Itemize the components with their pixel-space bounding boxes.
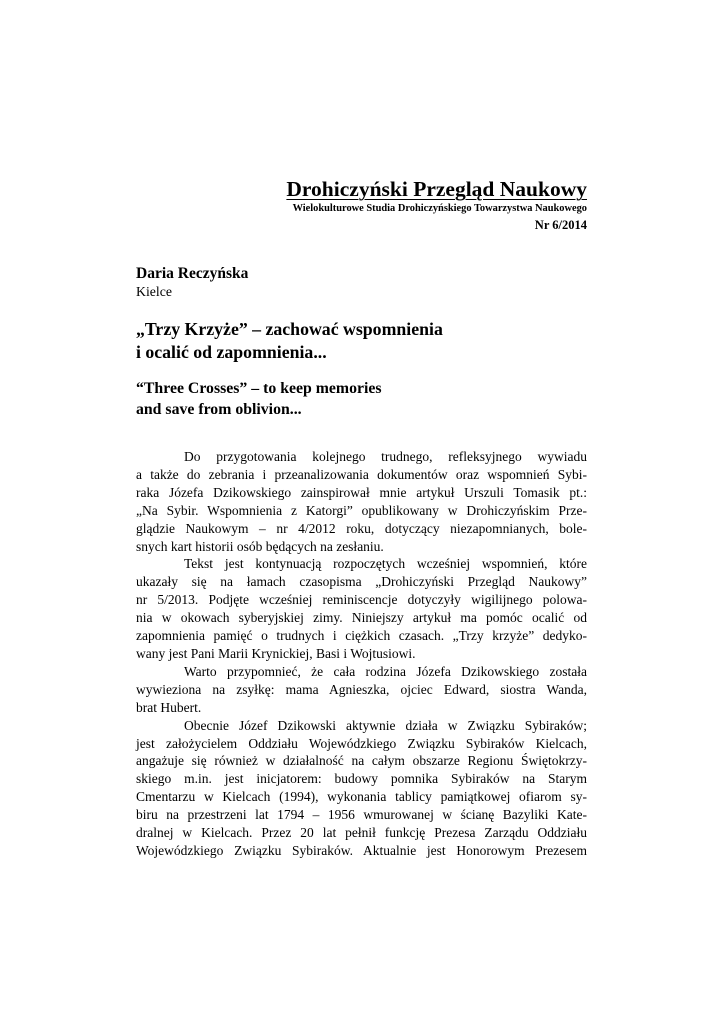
body-line: „Na Sybir. Wspomnienia z Katorgi” opublikowany w Drohiczyńskim Prze- (136, 502, 587, 518)
body-line: brat Hubert. (136, 699, 202, 715)
body-line: angażuje się również w działalność na całym obszarze Regionu Świętokrzy- (136, 753, 587, 769)
journal-title: Drohiczyński Przegląd Naukowy (286, 177, 587, 201)
article-body (136, 448, 587, 860)
body-line: jest założycielem Oddziału Wojewódzkiego Związku Sybiraków Kielcach, (136, 735, 587, 751)
body-line: dralnej w Kielcach. Przez 20 lat pełnił funkcję Prezesa Zarządu Oddziału (136, 825, 587, 841)
body-paragraph (136, 663, 587, 717)
article-title-polish-line: i ocalić od zapomnienia... (136, 342, 327, 362)
body-line: nr 5/2013. Podjęte wcześniej reminiscencje dotyczyły wigilijnego polowa- (136, 592, 587, 608)
article-title-english-line: and save from oblivion... (136, 401, 302, 418)
article-title-english-line: “Three Crosses” – to keep memories (136, 380, 382, 397)
article-title-english (136, 378, 382, 420)
author-name: Daria Reczyńska (136, 265, 249, 282)
body-line: wywieziona na zsyłkę: mama Agnieszka, ojciec Edward, siostra Wanda, (136, 681, 587, 697)
body-line: Obecnie Józef Dzikowski aktywnie działa w Związku Sybiraków; (184, 717, 587, 733)
body-line: nia w okowach syberyjskiej zimy. Niniejszy artykuł ma pomóc ocalić od (136, 610, 587, 626)
body-line: Wojewódzkiego Związku Sybiraków. Aktualnie jest Honorowym Prezesem (136, 842, 587, 858)
body-line: glądzie Naukowym – nr 4/2012 roku, dotyczący niezapomnianych, bole- (136, 520, 587, 536)
body-line: Tekst jest kontynuacją rozpoczętych wcześniej wspomnień, które (184, 556, 587, 572)
article-title-polish (136, 318, 443, 364)
journal-issue: Nr 6/2014 (534, 218, 587, 232)
body-line: snych kart historii osób będących na zesłaniu. (136, 538, 384, 554)
body-line: Cmentarzu w Kielcach (1994), wykonania tablicy pamiątkowej ofiarom sy- (136, 789, 587, 805)
body-line: Warto przypomnieć, że cała rodzina Józefa Dzikowskiego została (184, 663, 587, 679)
body-line: a także do zebrania i przeanalizowania dokumentów oraz wspomnień Sybi- (136, 466, 587, 482)
author-city: Kielce (136, 284, 173, 299)
journal-header (136, 176, 587, 233)
body-line: biru na przestrzeni lat 1794 – 1956 wmurowanej w ścianę Bazyliki Kate- (136, 807, 587, 823)
body-line: wany jest Pani Marii Krynickiej, Basi i Wojtusiowi. (136, 645, 416, 661)
body-line: ukazały się na łamach czasopisma „Drohiczyński Przegląd Naukowy” (136, 574, 587, 590)
body-paragraph (136, 717, 587, 860)
body-paragraph (136, 555, 587, 662)
body-line: skiego m.in. jest inicjatorem: budowy pomnika Sybiraków na Starym (136, 771, 587, 787)
article-title-polish-line: „Trzy Krzyże” – zachować wspomnienia (136, 319, 443, 339)
body-line: raka Józefa Dzikowskiego zainspirował mnie artykuł Urszuli Tomasik pt.: (136, 484, 587, 500)
body-line: Do przygotowania kolejnego trudnego, refleksyjnego wywiadu (184, 449, 587, 464)
journal-subtitle: Wielokulturowe Studia Drohiczyńskiego Towarzystwa Naukowego (292, 203, 587, 214)
author-block (136, 264, 248, 300)
body-line: zapomnienia pamięć o trudnych i ciężkich czasach. „Trzy krzyże” dedyko- (136, 628, 587, 644)
body-paragraph (136, 448, 587, 555)
